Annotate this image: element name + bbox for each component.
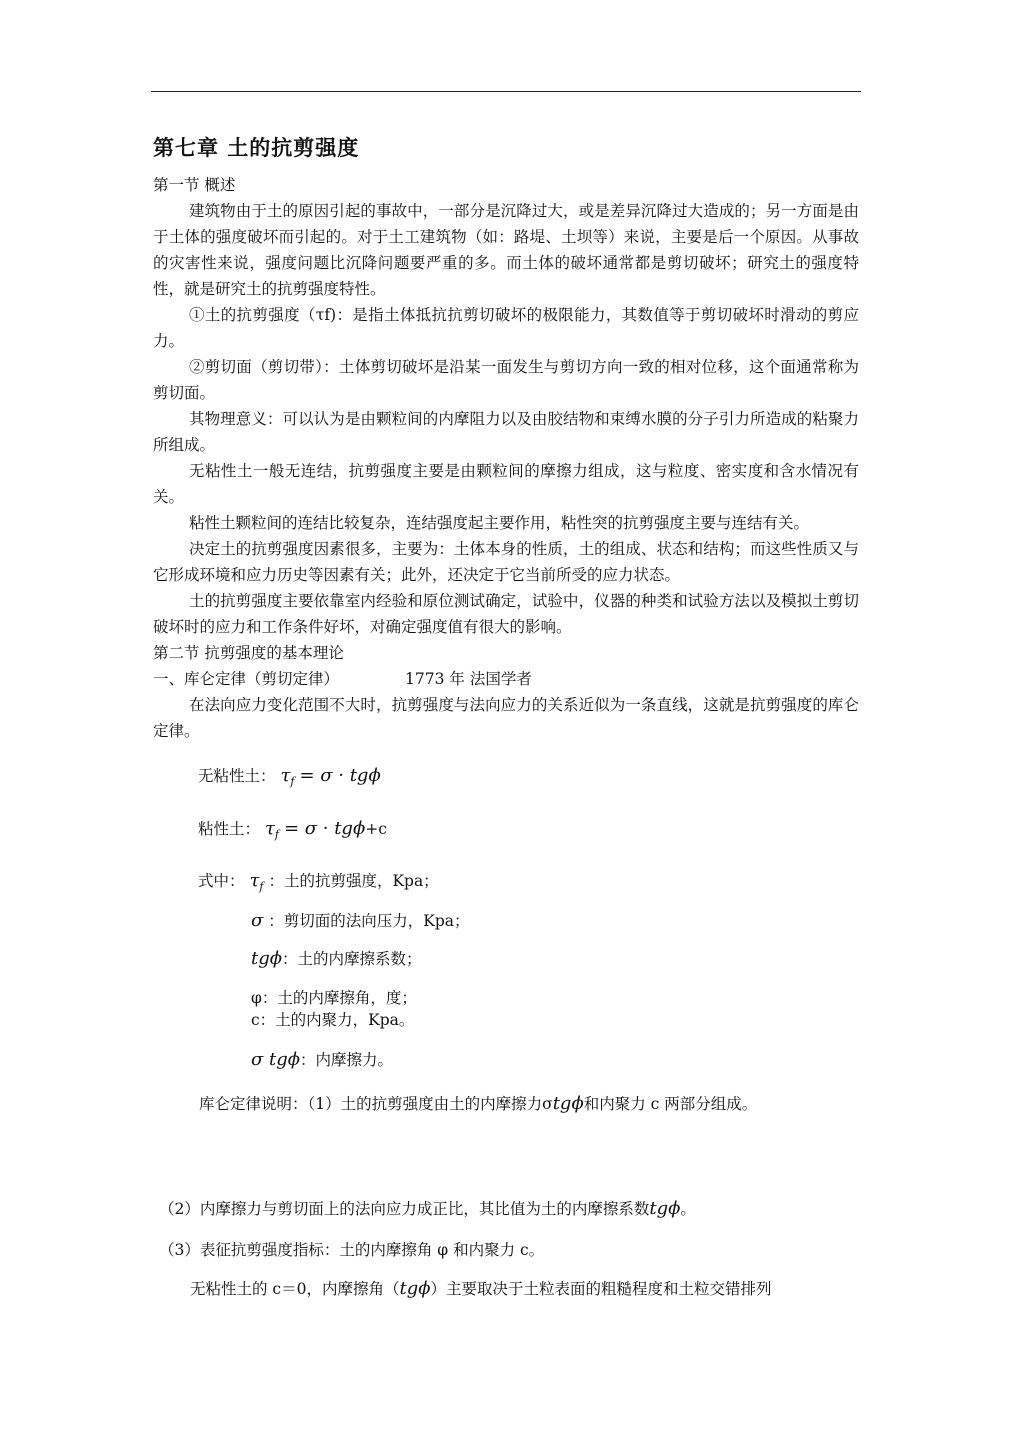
- tg-symbol: tgϕ: [251, 948, 283, 969]
- law-heading: [153, 666, 859, 692]
- formula-label: 粘性土：: [198, 820, 261, 838]
- note-text: （2）内摩擦力与剪切面上的法向应力成正比，其比值为土的内摩擦系数: [159, 1200, 650, 1218]
- definition-text: ：土的内摩擦系数；: [282, 950, 422, 968]
- formula-rhs: = σ · tgϕ: [283, 818, 366, 839]
- section-heading-overview: 第一节 概述: [153, 176, 236, 194]
- tg-symbol: tgϕ: [552, 1093, 584, 1114]
- definition-sigma: [153, 909, 859, 931]
- tg-symbol: tgϕ: [399, 1278, 431, 1299]
- note-text: 无粘性土的 c＝0，内摩擦角（: [190, 1280, 400, 1298]
- note-text: 库仑定律说明：（1）土的抗剪强度由土的内摩擦力σ: [199, 1095, 553, 1113]
- tau-symbol: τ: [249, 870, 260, 891]
- paragraph: ①土的抗剪强度（τf)：是指土体抵抗抗剪切破坏的极限能力，其数值等于剪切破坏时滑动的剪应力。: [153, 306, 859, 350]
- paragraph: 决定土的抗剪强度因素很多，主要为：土体本身的性质，土的组成、状态和结构；而这些性质又与它形成环境和应力历史等因素有关；此外，还决定于它当前所受的应力状态。: [153, 540, 859, 584]
- formula-tail: +c: [365, 820, 387, 838]
- subscript: f: [290, 775, 295, 788]
- formula-label: 无粘性土：: [198, 767, 276, 785]
- note-text: ）主要取决于土粒表面的粗糙程度和土粒交错排列: [430, 1280, 772, 1298]
- formula-cohesionless: [153, 764, 859, 788]
- sigma-symbol: σ: [251, 910, 264, 931]
- note-text: 和内聚力 c 两部分组成。: [583, 1095, 758, 1113]
- definition-text: ：内摩擦力。: [300, 1051, 394, 1069]
- law-title: 一、库仑定律（剪切定律）: [153, 670, 340, 688]
- paragraph: 建筑物由于土的原因引起的事故中，一部分是沉降过大，或是差异沉降过大造成的；另一方面是由于土体的强度破坏而引起的。对于土工建筑物（如：路堤、土坝等）来说，主要是后一个原因。从事故的灾害性来说，强度问题比沉降问题要严重的多。而土体的破坏通常都是剪切破坏；研究土的强度特性，就是研究土的抗剪强度特性。: [153, 202, 859, 298]
- coulomb-note-4: [190, 1277, 860, 1299]
- definition-tg: [153, 947, 859, 969]
- paragraph: 土的抗剪强度主要依靠室内经验和原位测试确定，试验中，仪器的种类和试验方法以及模拟土剪切破坏时的应力和工作条件好坏，对确定强度值有很大的影响。: [153, 592, 859, 636]
- paragraph: 无粘性土一般无连结，抗剪强度主要是由颗粒间的摩擦力组成，这与粒度、密实度和含水情况有关。: [153, 462, 859, 506]
- header-rule: [151, 91, 861, 92]
- law-year: 1773 年 法国学者: [405, 670, 532, 688]
- definition-text: ：土的抗剪强度，Kpa；: [268, 872, 439, 890]
- note-text: 。: [680, 1200, 696, 1218]
- paragraph: 粘性土颗粒间的连结比较复杂，连结强度起主要作用，粘性突的抗剪强度主要与连结有关。: [189, 514, 810, 532]
- where-label: 式中：: [198, 872, 245, 890]
- definition-c: c：土的内聚力，Kpa。: [251, 1011, 415, 1029]
- section-heading-theory: 第二节 抗剪强度的基本理论: [153, 644, 344, 662]
- formula-cohesive: [153, 817, 859, 841]
- definition-tau: [153, 869, 859, 893]
- subscript: f: [259, 880, 264, 893]
- paragraph: 其物理意义：可以认为是由颗粒间的内摩阻力以及由胶结物和束缚水膜的分子引力所造成的粘聚力所组成。: [153, 410, 859, 454]
- document-body: [153, 132, 859, 1137]
- paragraph: 在法向应力变化范围不大时，抗剪强度与法向应力的关系近似为一条直线，这就是抗剪强度的库仑定律。: [153, 696, 859, 740]
- tau-symbol: τ: [264, 818, 275, 839]
- definition-friction: [153, 1048, 859, 1070]
- paragraph: ②剪切面（剪切带）：土体剪切破坏是沿某一面发生与剪切方向一致的相对位移，这个面通常称为剪切面。: [153, 358, 859, 402]
- definition-phi-c: [153, 987, 859, 1031]
- coulomb-note-1: [153, 1092, 859, 1114]
- coulomb-note-3: （3）表征抗剪强度指标：土的内摩擦角 φ 和内聚力 c。: [159, 1241, 545, 1259]
- tg-symbol: tgϕ: [649, 1198, 681, 1219]
- coulomb-note-2-line: [159, 1197, 696, 1219]
- friction-symbol: σ tgϕ: [251, 1049, 301, 1070]
- subscript: f: [274, 828, 279, 841]
- chapter-title: 第七章 土的抗剪强度: [153, 135, 360, 160]
- tau-symbol: τ: [280, 765, 291, 786]
- definition-phi: φ：土的内摩擦角，度；: [251, 989, 417, 1007]
- formula-rhs: = σ · tgϕ: [299, 765, 381, 786]
- definition-text: ：剪切面的法向压力，Kpa；: [268, 912, 470, 930]
